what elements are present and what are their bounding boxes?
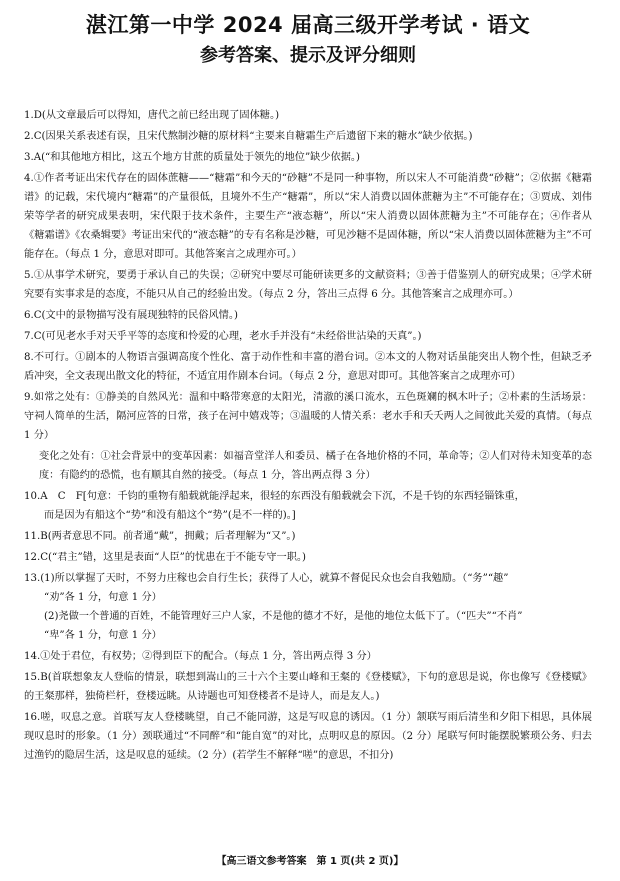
answer-item: 3.A(“和其他地方相比，这五个地方甘蔗的质量处于领先的地位”缺少依据。)	[24, 152, 360, 163]
page-footer: 【高三语文参考答案 第 1 页(共 2 页)】	[216, 856, 404, 867]
answer-item-10	[24, 487, 592, 525]
answer-item: 1.D(从文章最后可以得知，唐代之前已经出现了固体糖。)	[24, 110, 280, 121]
answer-item: 16.嗟，叹息之意。首联写友人登楼眺望，自己不能同游，这是写叹息的诱因。（1 分）颔联写雨后清坐和夕阳下相思，具体展现叹息时的形象。（1 分）颈联通过“不同醉”和“能自宽”的对比，点明叹息的原因。（2 分）尾联写何时能摆脱繁琐公务、归去过渔钓的隐居生活，这是叹息的延续。（2 分）(若学生不解释“嗟”的意思，不扣分)	[24, 712, 592, 761]
answer-list	[24, 106, 592, 765]
answer-item: 7.C(可见老水手对天乎平等的态度和怜爱的心理，老水手并没有“未经俗世沾染的天真”。)	[24, 331, 422, 342]
answer-item: 15.B(首联想象友人登临的情景，联想到嵩山的三十六个主要山峰和王粲的《登楼赋》，下句的意思是说，你也像写《登楼赋》的王粲那样，独倚栏杆，登楼远眺。从诗题也可知登楼者不是诗人，而是友人。)	[24, 672, 592, 702]
answer-13-line2: “劝”各 1 分，句意 1 分）	[44, 592, 162, 603]
answer-item: 5.①从事学术研究，要勇于承认自己的失误；②研究中要尽可能研读更多的文献资料；③善于借鉴别人的研究成果；④学术研究要有实事求是的态度，不能只从自己的经验出发。（每点 2 分，答出三点得 6 分。其他答案言之成理亦可。）	[24, 270, 592, 300]
answer-item: 14.①处于君位，有权势；②得到臣下的配合。（每点 1 分，答出两点得 3 分）	[24, 651, 377, 662]
answer-item-9-part1: 9.如常之处有：①静美的自然风光：温和中略带寒意的太阳光，清澈的溪口流水，五色斑斓的枫木叶子；②朴素的生活场景：守祠人简单的生活，隔河应答的日常，孩子在河中嬉戏等；③温暖的人情关系：老水手和夭夭两人之间彼此关爱的真情。（每点 1 分）	[24, 392, 592, 441]
answer-13-line1: 13.(1)所以掌握了天时，不努力庄稼也会自行生长；获得了人心，就算不督促民众也会自我勉励。（“务”“趣”	[24, 573, 509, 584]
answer-item: 8.不可行。①剧本的人物语言强调高度个性化、富于动作性和丰富的潜台词。②本文的人物对话虽能突出人物个性，但缺乏矛盾冲突，全文表现出散文化的特征，不适宜用作剧本台词。（每点 2 分，意思对即可。其他答案言之成理亦可）	[24, 352, 592, 382]
answer-item-13	[24, 569, 592, 645]
answer-item: 12.C(“君主”错，这里是表面“人臣”的忧患在于不能专守一职。)	[24, 552, 306, 563]
answer-item: 2.C(因果关系表述有误，且宋代熬制沙糖的原材料“主要来自糖霜生产后遗留下来的糖水”缺少依据。)	[24, 131, 473, 142]
answer-item: 11.B(两者意思不同。前者通“戴”，拥戴；后者理解为“又”。)	[24, 531, 296, 542]
page-title: 湛江第一中学 2024 届高三级开学考试 · 语文	[85, 13, 531, 37]
answer-10-line1: 10.A C F[句意：千钧的重物有船载就能浮起来，很轻的东西没有船载就会下沉，不是千钧的东西轻锱铢重，	[24, 491, 525, 502]
answer-item-9-part2: 变化之处有：①社会背景中的变革因素：如福音堂洋人和委员、橘子在各地价格的不同，革命等；②人们对待未知变革的态度：有隐约的恐慌，也有顺其自然的接受。（每点 1 分，答出两点得 3 分）	[39, 451, 592, 481]
page-subtitle: 参考答案、提示及评分细则	[200, 45, 416, 66]
answer-10-line2: 而是因为有船这个“势”和没有船这个“势”(是不一样的)。]	[44, 510, 296, 521]
answer-13-line4: “卑”各 1 分，句意 1 分）	[44, 630, 162, 641]
answer-13-line3: (2)尧做一个普通的百姓，不能管理好三户人家，不是他的德才不好，是他的地位太低下了。（“匹夫”“不肖”	[44, 611, 523, 622]
answer-item: 4.①作者考证出宋代存在的固体蔗糖——“糖霜”和今天的“砂糖”不是同一种事物，所以宋人不可能消费“砂糖”；②依据《糖霜谱》的记载，宋代境内“糖霜”的产量很低，且境外不生产“糖霜”，所以“宋人消费以固体蔗糖为主”不可能存在；③贾成、刘伟荣等学者的研究成果表明，宋代限于技术条件，主要生产“液态糖”，所以“宋人消费以固体蔗糖为主”不可能存在；④作者从《糖霜谱》《农桑辑要》考证出宋代的“液态糖”的专有名称是沙糖，可见沙糖不是固体糖，所以“宋人消费以固体蔗糖为主”不可能存在。（每点 1 分，意思对即可。其他答案言之成理亦可。）	[24, 173, 592, 260]
answer-item: 6.C(文中的景物描写没有展现独特的民俗风情。)	[24, 310, 238, 321]
